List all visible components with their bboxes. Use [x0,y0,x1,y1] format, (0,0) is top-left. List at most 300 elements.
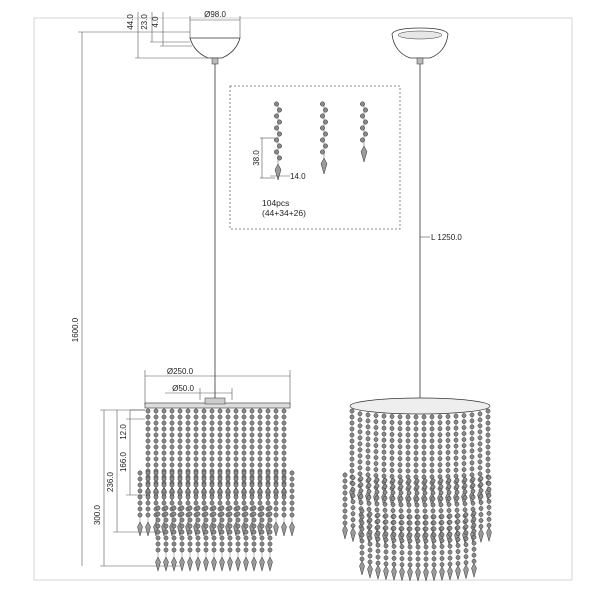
bead [188,506,192,510]
bead [471,477,475,481]
bead [186,439,190,443]
bead [390,468,394,472]
bead [350,469,354,473]
bead [464,549,468,553]
bead [138,471,142,475]
bead [398,439,402,443]
bead [382,462,386,466]
bead [440,532,444,536]
bead [196,524,200,528]
dim-overall-height: 1600.0 [71,317,80,343]
bead [462,431,466,435]
bead [478,466,482,470]
bead [462,467,466,471]
bead [455,478,459,482]
bead [146,451,150,455]
bead [366,443,370,447]
bead [350,427,354,431]
bead [446,444,450,448]
bead [446,468,450,472]
bead [226,451,230,455]
bead [472,541,476,545]
crystal-drop [432,567,437,581]
bead [400,515,404,519]
bead [391,496,395,500]
bead [204,536,208,540]
bead [422,445,426,449]
bead [250,489,254,493]
bead [258,483,262,487]
bead [274,483,278,487]
bead [382,456,386,460]
bead [172,536,176,540]
bead [186,421,190,425]
bead [194,451,198,455]
bead [244,536,248,540]
bead [320,138,324,142]
bead [376,513,380,517]
bead [244,524,248,528]
bead [463,502,467,506]
dim-canopy-23: 23.0 [140,14,149,30]
bead [479,476,483,480]
bead [358,436,362,440]
crystal-drop [456,566,461,580]
shade-tiers-left [138,408,295,571]
bead [448,550,452,554]
bead [234,433,238,437]
bead [454,426,458,430]
bead [446,426,450,430]
bead [406,421,410,425]
bead [400,551,404,555]
bead [146,501,150,505]
bead [447,496,451,500]
bead [250,457,254,461]
bead [415,491,419,495]
dim-canopy-44: 44.0 [126,14,135,30]
dim-inner-diameter: Ø50.0 [172,384,194,393]
bead [487,505,491,509]
bead [156,536,160,540]
bead [470,419,474,423]
bead [260,506,264,510]
bead [220,506,224,510]
bead [447,490,451,494]
bead [432,545,436,549]
bead [376,525,380,529]
bead [447,508,451,512]
bead [250,433,254,437]
bead [274,427,278,431]
bead [351,476,355,480]
bead [210,421,214,425]
bead [234,477,238,481]
bead [374,449,378,453]
bead [220,518,224,522]
bead [447,502,451,506]
bead [242,415,246,419]
crystal-chain-samples [274,102,367,180]
bead [218,427,222,431]
bead [431,509,435,513]
bead [382,474,386,478]
bead [438,463,442,467]
bead [422,457,426,461]
bead [202,409,206,413]
crystal-drop [220,557,225,571]
bead [210,451,214,455]
bead [244,542,248,546]
bead [360,533,364,537]
bead [359,495,363,499]
canopy-stem-left [212,58,218,64]
bead [399,485,403,489]
bead [162,409,166,413]
bead [178,501,182,505]
bead [479,482,483,486]
bead [274,433,278,437]
bead [234,471,238,475]
bead [368,536,372,540]
bead [266,415,270,419]
bead [258,501,262,505]
bead [290,495,294,499]
bead [367,483,371,487]
bead [360,551,364,555]
bead [359,477,363,481]
bead [202,495,206,499]
bead [464,513,468,517]
bead [242,457,246,461]
bead [430,451,434,455]
bead [194,489,198,493]
bead [234,421,238,425]
bead [400,539,404,543]
bead [478,436,482,440]
bead [390,414,394,418]
bead [282,457,286,461]
bead [218,439,222,443]
bead [218,463,222,467]
bead [478,424,482,428]
bead [408,539,412,543]
bead [472,547,476,551]
bead [170,483,174,487]
bead [478,460,482,464]
bead [448,520,452,524]
bead [407,503,411,507]
bead [290,477,294,481]
bead [236,524,240,528]
bead [470,473,474,477]
bead [266,445,270,449]
bead [392,532,396,536]
crystal-drop [321,158,327,174]
bead [350,463,354,467]
bead [351,506,355,510]
bead [162,415,166,419]
bead [367,495,371,499]
bead [432,515,436,519]
bead [382,432,386,436]
bead [406,415,410,419]
bead [455,484,459,488]
bead [210,471,214,475]
bead [439,479,443,483]
bead [250,415,254,419]
bead [382,450,386,454]
bead [416,539,420,543]
bead [250,471,254,475]
bead [186,427,190,431]
bead [274,451,278,455]
bead [486,463,490,467]
crystal-drop [408,567,413,581]
crystal-drop [196,557,201,571]
bead [430,457,434,461]
bead [180,548,184,552]
bead [188,512,192,516]
bead [439,485,443,489]
bead [382,426,386,430]
bead [146,477,150,481]
crystal-drop [156,557,161,571]
bead [170,445,174,449]
bead [268,506,272,510]
bead [274,501,278,505]
bead [376,543,380,547]
bead [431,485,435,489]
bead [486,427,490,431]
bead [366,461,370,465]
bead [277,156,281,160]
bead [282,433,286,437]
bead [432,551,436,555]
bead [408,515,412,519]
bead [374,455,378,459]
bead [220,542,224,546]
bead [440,550,444,554]
bead [320,102,324,106]
bead [392,556,396,560]
bead [178,495,182,499]
bead [210,409,214,413]
bead [258,409,262,413]
bead [250,483,254,487]
bead [486,451,490,455]
crystal-drop [244,557,249,571]
bead [359,483,363,487]
bead [415,503,419,507]
bead [478,448,482,452]
bead [258,477,262,481]
bead [226,415,230,419]
bead [186,501,190,505]
crystal-drop [252,557,257,571]
bead [398,445,402,449]
bead [154,477,158,481]
bead [406,451,410,455]
bead [164,506,168,510]
bead [424,527,428,531]
bead [172,524,176,528]
bead [242,489,246,493]
bead [212,512,216,516]
bead [343,485,347,489]
bead [194,483,198,487]
bead [486,415,490,419]
bead [358,460,362,464]
dim-crystal-length: 38.0 [252,150,261,166]
bead [242,501,246,505]
bead [164,530,168,534]
shade-tiers-right [343,408,492,581]
bead [274,439,278,443]
bead [186,457,190,461]
bead [252,524,256,528]
bead [218,415,222,419]
bead [196,530,200,534]
bead [186,415,190,419]
bead [456,513,460,517]
bead [368,512,372,516]
bead [462,419,466,423]
bead [416,521,420,525]
bead [178,457,182,461]
bead [430,475,434,479]
bead [154,445,158,449]
bead [274,495,278,499]
bead [210,433,214,437]
bead [446,420,450,424]
dim-300: 300.0 [93,504,102,526]
crystal-drop [188,557,193,571]
crystal-drop [464,565,469,579]
bead [210,415,214,419]
bead [414,463,418,467]
bead [374,473,378,477]
bead [172,518,176,522]
bead [178,415,182,419]
bead [472,535,476,539]
bead [234,495,238,499]
bead [343,515,347,519]
bead [178,463,182,467]
bead [472,511,476,515]
bead [282,471,286,475]
bead [430,445,434,449]
bead [277,120,281,124]
bead [154,409,158,413]
bead [266,439,270,443]
crystal-drop [416,567,421,581]
bead [438,415,442,419]
bead [277,132,281,136]
bead [282,477,286,481]
bead [146,433,150,437]
bead [156,542,160,546]
bead [274,477,278,481]
crystal-drop [172,557,177,571]
bead [470,413,474,417]
bead [180,530,184,534]
bead [228,506,232,510]
bead [487,493,491,497]
bead [374,431,378,435]
bead [156,512,160,516]
bead [266,451,270,455]
bead [164,548,168,552]
bead [162,421,166,425]
bead [358,442,362,446]
bead [448,526,452,530]
bead [156,506,160,510]
bead [368,554,372,558]
bead [368,530,372,534]
bead [218,433,222,437]
bead [146,483,150,487]
bead [210,457,214,461]
bead [406,445,410,449]
bead [406,427,410,431]
bead [202,421,206,425]
bead [212,506,216,510]
bead [274,409,278,413]
crystal-drop [268,557,273,571]
bead [282,415,286,419]
bead [454,450,458,454]
crystal-drop [376,565,381,579]
bead [210,501,214,505]
bead [170,489,174,493]
bead [170,463,174,467]
bead [146,489,150,493]
bead [258,457,262,461]
bead [374,425,378,429]
bead [448,538,452,542]
bead [375,490,379,494]
bead [479,494,483,498]
bead [210,483,214,487]
bead [462,437,466,441]
bead [202,427,206,431]
bead [274,102,278,106]
bead [162,501,166,505]
bead [423,479,427,483]
bead [204,506,208,510]
bead [186,489,190,493]
bead [438,439,442,443]
bead [194,409,198,413]
bead [471,501,475,505]
bead [236,506,240,510]
bead [274,489,278,493]
bead [384,538,388,542]
bead [218,501,222,505]
bead [415,485,419,489]
bead [343,473,347,477]
bead [423,485,427,489]
bead [486,469,490,473]
bead [154,463,158,467]
bead [406,439,410,443]
crystal-drop [351,528,356,542]
bead [447,478,451,482]
bead [446,414,450,418]
crystal-drop [274,522,279,536]
bead [454,414,458,418]
